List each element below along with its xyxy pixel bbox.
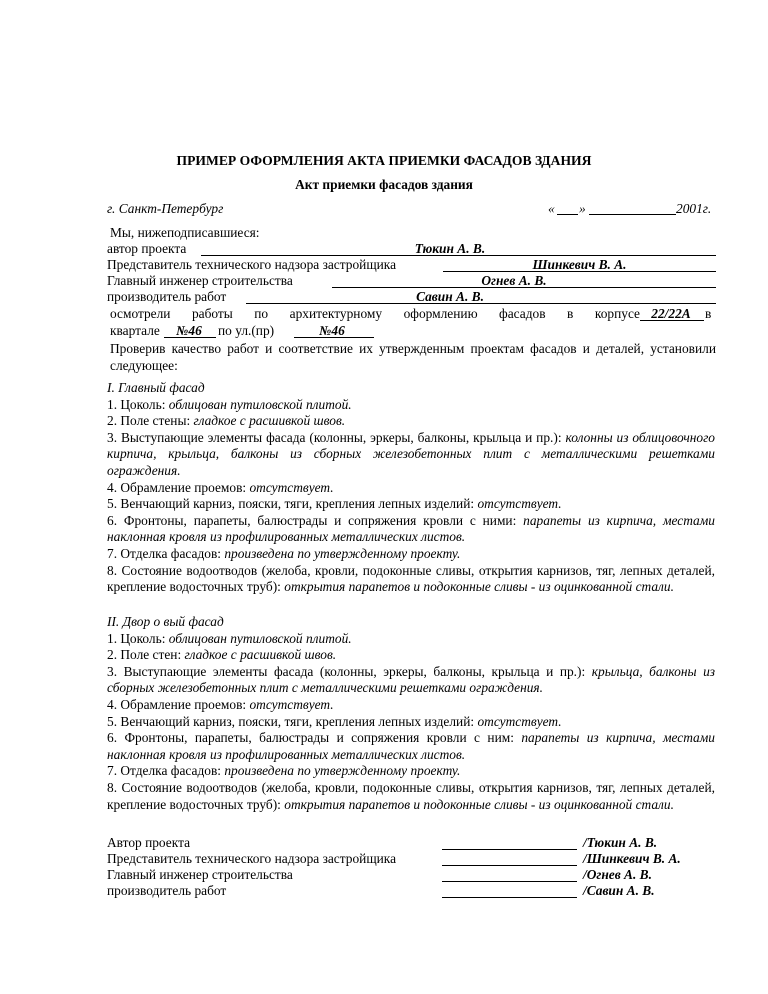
section-title: I. Главный фасад (107, 380, 205, 395)
street-label: по ул.(пр) (218, 323, 275, 338)
signer-name: Савин А. В. (416, 289, 484, 304)
building-number: 22/22А (651, 306, 691, 321)
signature-role: Представитель технического надзора застройщика (107, 851, 397, 866)
city: г. Санкт-Петербург (107, 201, 224, 216)
signer-name: Тюкин А. В. (414, 241, 486, 256)
quarter-label: квартале (110, 323, 160, 338)
signature-line (442, 865, 577, 866)
signer-name: Шинкевич В. А. (532, 257, 627, 272)
list-item: 3. Выступающие элементы фасада (колонны, эркеры, балконы, крыльца и пр.): колонны из облицовочного кирпича, крыльца, балконы из сборных железобетонных плит с металлическими решетками ограждения. (107, 429, 716, 478)
signature-name: /Савин А. В. (583, 883, 655, 898)
section-main-facade (107, 380, 715, 596)
in-word: в (705, 306, 712, 321)
list-item: 6. Фронтоны, парапеты, балюстрады и сопряжения кровли с ними: парапеты из кирпича, местами наклонная кровля из профилированных металлических листов. (107, 512, 715, 545)
signature-name: /Тюкин А. В. (583, 835, 658, 850)
main-title: ПРИМЕР ОФОРМЛЕНИЯ АКТА ПРИЕМКИ ФАСАДОВ ЗДАНИЯ (176, 153, 592, 168)
quarter-line (164, 337, 216, 338)
signature-role: Главный инженер строительства (107, 867, 293, 882)
list-item: 1. Цоколь: облицован путиловской плитой. (107, 630, 352, 646)
signer-role: производитель работ (107, 289, 227, 304)
signer-name: Огнев А. В. (481, 273, 547, 288)
section-title: II. Двор о вый фасад (107, 614, 224, 629)
signature-role: Автор проекта (107, 835, 191, 850)
date-field (548, 201, 716, 217)
date-year: 2001г. (676, 201, 712, 216)
list-item: 4. Обрамление проемов: отсутствует. (107, 479, 334, 495)
signature-line (442, 897, 577, 898)
list-item: 8. Состояние водоотводов (желоба, кровли, подоконные сливы, открытия карнизов, тяг, лепных деталей, крепление водосточных труб): открытия парапетов и подоконные сливы - из оцинкованной стали. (107, 562, 715, 595)
signer-role: Представитель технического надзора застройщика (107, 257, 397, 272)
list-item: 1. Цоколь: облицован путиловской плитой. (107, 396, 352, 412)
checked-text: Проверив качество работ и соответствие их утвержденным проектам фасадов и деталей, установили следующее: (110, 341, 716, 373)
list-item: 2. Поле стен: гладкое с расшивкой швов. (107, 647, 337, 663)
list-item: 5. Венчающий карниз, пояски, тяги, крепления лепных изделий: отсутствует. (107, 713, 562, 729)
list-item: 8. Состояние водоотводов (желоба, кровли, подоконные сливы, открытия карнизов, тяг, лепных деталей, крепление водосточных труб): открытия парапетов и подоконные сливы - из оцинкованной стали. (107, 779, 715, 812)
section-courtyard-facade (107, 614, 715, 813)
signer-role: Главный инженер строительства (107, 273, 293, 288)
subtitle: Акт приемки фасадов здания (295, 177, 473, 192)
signature-line (442, 881, 577, 882)
street-line (294, 337, 374, 338)
list-item: 7. Отделка фасадов: произведена по утвержденному проекту. (107, 545, 461, 561)
signature-role: производитель работ (107, 883, 227, 898)
inspect-text: осмотрели работы по архитектурному оформлению фасадов в корпусе (110, 306, 640, 321)
date-close-quote: » (579, 201, 586, 216)
signature-line (442, 849, 577, 850)
list-item: 4. Обрамление проемов: отсутствует. (107, 696, 334, 712)
undersigned-label: Мы, нижеподписавшиеся: (110, 225, 260, 240)
building-line (640, 320, 704, 321)
date-month-blank (589, 214, 676, 215)
date-day-blank (557, 214, 578, 215)
date-open-quote: « (548, 201, 555, 216)
street-number: №46 (319, 323, 345, 338)
list-item: 7. Отделка фасадов: произведена по утвержденному проекту. (107, 763, 461, 779)
signature-name: /Огнев А. В. (583, 867, 652, 882)
signer-role: автор проекта (107, 241, 187, 256)
list-item: 2. Поле стены: гладкое с расшивкой швов. (107, 413, 346, 429)
list-item: 3. Выступающие элементы фасада (колонны, эркеры, балконы, крыльца и пр.): крыльца, балконы из сборных железобетонных плит с металлическими решетками ограждения. (107, 663, 716, 696)
list-item: 6. Фронтоны, парапеты, балюстрады и сопряжения кровли с ним: парапеты из кирпича, местами наклонная кровля из профилированных металлических листов. (107, 730, 715, 762)
signature-name: /Шинкевич В. А. (583, 851, 681, 866)
list-item: 5. Венчающий карниз, пояски, тяги, крепления лепных изделий: отсутствует. (107, 496, 562, 512)
quarter-number: №46 (176, 323, 202, 338)
